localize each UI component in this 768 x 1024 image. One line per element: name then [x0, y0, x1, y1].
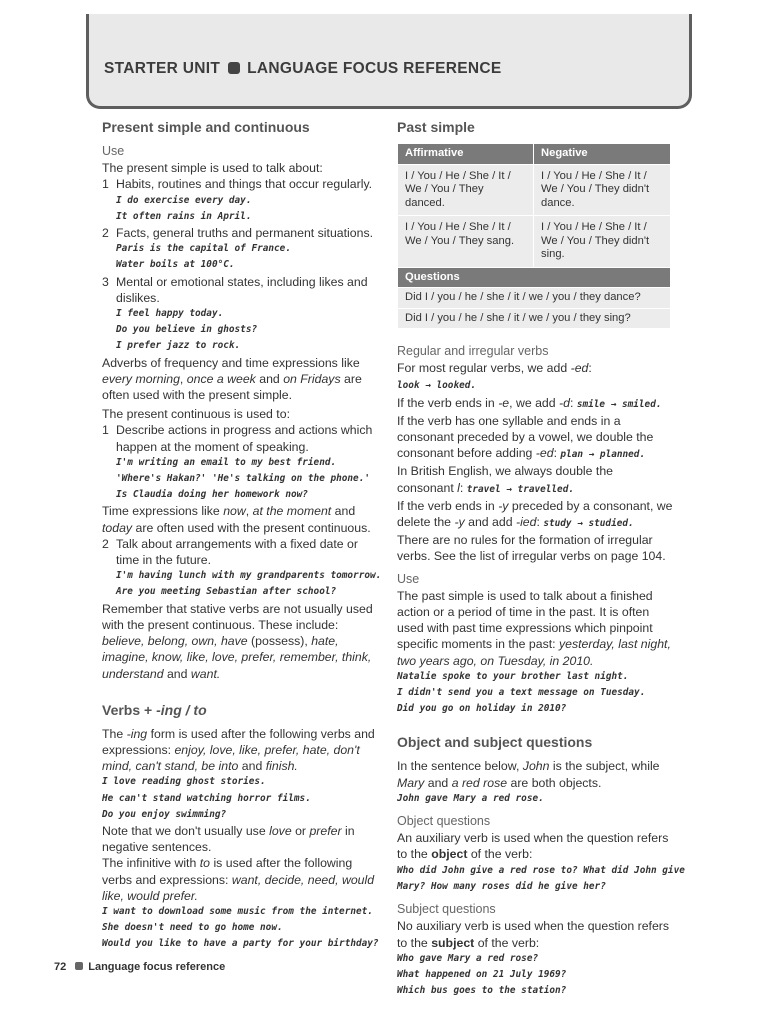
- regular-irregular-heading: Regular and irregular verbs: [397, 344, 549, 358]
- table-row: [398, 164, 671, 216]
- present-title: Present simple and continuous: [102, 119, 310, 135]
- subject-questions-paragraph: No auxiliary verb is used when the question refers to the subject of the verb:: [397, 919, 670, 950]
- example-line: Did you go on holiday in 2010?: [397, 703, 567, 715]
- left-column: [102, 118, 382, 953]
- table-cell: Did I / you / he / she / it / we / you / they dance?: [398, 288, 671, 309]
- regular-rule-5: If the verb ends in -y preceded by a consonant, we delete the -y and add -ied: study → studied.: [397, 498, 673, 530]
- present-use-heading: Use: [102, 144, 125, 158]
- table-cell: I / You / He / She / It / We / You / They didn't dance.: [534, 164, 671, 216]
- object-questions-paragraph: An auxiliary verb is used when the question refers to the object of the verb:: [397, 831, 669, 862]
- example-line: 'Where's Hakan?' 'He's talking on the phone.': [116, 473, 370, 485]
- ing-paragraph: The -ing form is used after the following verbs and expressions: enjoy, love, like, prefer, hate, don't mind, can't stand, be into and finish.: [102, 726, 375, 774]
- example-line: I'm having lunch with my grandparents tomorrow.: [116, 570, 382, 582]
- present-item-2: 2 Facts, general truths and permanent situations.: [102, 226, 374, 241]
- past-use-heading: Use: [397, 571, 420, 586]
- note-paragraph: Note that we don't usually use love or prefer in negative sentences.: [102, 823, 355, 855]
- example-line: Water boils at 100°C.: [116, 259, 235, 271]
- example-line: Who gave Mary a red rose?: [397, 952, 539, 964]
- page-footer: [54, 961, 225, 973]
- infinitive-paragraph: The infinitive with to is used after the following verbs and expressions: want, decide, need, would like, would prefer.: [102, 856, 375, 903]
- table-cell: I / You / He / She / It / We / You / They sang.: [398, 216, 534, 268]
- table-header-negative: Negative: [534, 144, 671, 165]
- table-cell: I / You / He / She / It / We / You / They didn't sing.: [534, 216, 671, 268]
- regular-rule-1: For most regular verbs, we add -ed: look → looked.: [397, 361, 592, 392]
- example-line: Do you believe in ghosts?: [116, 324, 258, 336]
- continuous-item-1: 1 Describe actions in progress and actions which happen at the moment of speaking.: [102, 423, 373, 454]
- present-item-1: 1 Habits, routines and things that occur regularly.: [102, 177, 373, 192]
- example-line: Are you meeting Sebastian after school?: [116, 586, 337, 598]
- table-cell: Did I / you / he / she / it / we / you / they sing?: [398, 308, 671, 329]
- regular-rule-2: If the verb ends in -e, we add -d: smile → smiled.: [397, 395, 662, 410]
- right-column: [397, 118, 685, 999]
- example-line: I love reading ghost stories.: [102, 776, 266, 788]
- example-line: Natalie spoke to your brother last night.: [397, 670, 629, 682]
- footer-bullet-icon: [75, 962, 83, 970]
- example-line: Paris is the capital of France.: [116, 243, 291, 255]
- example-line: I feel happy today.: [116, 308, 224, 320]
- adverbs-paragraph: Adverbs of frequency and time expressions like every morning, once a week and on Fridays are often used with the present simple.: [102, 355, 362, 403]
- time-expressions-paragraph: Time expressions like now, at the moment and today are often used with the present continuous.: [102, 504, 371, 535]
- example-line: I didn't send you a text message on Tuesday.: [397, 687, 646, 699]
- footer-label: Language focus reference: [88, 961, 226, 973]
- object-questions-heading: Object questions: [397, 814, 491, 829]
- example-line: He can't stand watching horror films.: [102, 792, 311, 804]
- example-line: I want to download some music from the internet.: [102, 905, 373, 917]
- example-line: John gave Mary a red rose.: [397, 792, 544, 804]
- stative-paragraph: Remember that stative verbs are not usually used with the present continuous. These include: believe, belong, own, have (possess), hate, imagine, know, like, love, prefer, remember, think, understand and want.: [102, 601, 373, 681]
- example-line: Who did John give a red rose to? What did John give: [397, 864, 685, 876]
- example-line: I'm writing an email to my best friend.: [116, 456, 337, 468]
- verbs-title: Verbs + -ing / to: [102, 701, 207, 718]
- page-number: 72: [54, 961, 67, 973]
- header-box: [86, 14, 692, 109]
- subject-questions-heading: Subject questions: [397, 902, 496, 917]
- continuous-intro: The present continuous is used to:: [102, 407, 290, 422]
- table-row: [398, 308, 671, 329]
- example-line: Do you enjoy swimming?: [102, 808, 227, 820]
- object-subject-title: Object and subject questions: [397, 734, 593, 751]
- example-line: It often rains in April.: [116, 210, 252, 222]
- past-simple-table: [397, 143, 671, 329]
- regular-rule-3: If the verb has one syllable and ends in a consonant preceded by a vowel, we double the consonant before adding -ed: plan → planned.: [397, 413, 654, 461]
- example-line: Would you like to have a party for your birthday?: [102, 938, 379, 950]
- header-bullet-icon: [228, 62, 240, 74]
- example-line: Which bus goes to the station?: [397, 985, 567, 997]
- irregular-note: There are no rules for the formation of irregular verbs. See the list of irregular verbs on page 104.: [397, 533, 666, 564]
- table-header-affirmative: Affirmative: [398, 144, 534, 165]
- example-line: Is Claudia doing her homework now?: [116, 489, 308, 501]
- past-title: Past simple: [397, 119, 475, 135]
- example-line: Mary? How many roses did he give her?: [397, 880, 606, 892]
- header-section: LANGUAGE FOCUS REFERENCE: [247, 60, 502, 77]
- regular-rule-4: In British English, we always double the consonant l: travel → travelled.: [397, 464, 613, 495]
- past-use-paragraph: The past simple is used to talk about a finished action or a period of time in the past. It is often used with past time expressions which pinpoint specific moments in the past: yesterday, last night, two years ago, on Tuesday, in 2010.: [397, 588, 671, 668]
- example-line: I do exercise every day.: [116, 194, 252, 206]
- object-subject-intro: In the sentence below, John is the subject, while Mary and a red rose are both objects.: [397, 759, 660, 790]
- example-line: She doesn't need to go home now.: [102, 922, 283, 934]
- example-line: I prefer jazz to rock.: [116, 340, 241, 352]
- header-unit: STARTER UNIT: [104, 60, 221, 77]
- continuous-item-2: 2 Talk about arrangements with a fixed date or time in the future.: [102, 536, 358, 568]
- table-header-questions: Questions: [398, 267, 671, 288]
- table-row: [398, 288, 671, 309]
- example-line: What happened on 21 July 1969?: [397, 968, 567, 980]
- present-intro: The present simple is used to talk about:: [102, 161, 323, 176]
- present-item-3: 3 Mental or emotional states, including likes and dislikes.: [102, 274, 368, 305]
- table-cell: I / You / He / She / It / We / You / They danced.: [398, 164, 534, 216]
- page-header-title: [104, 60, 501, 78]
- table-row: [398, 216, 671, 268]
